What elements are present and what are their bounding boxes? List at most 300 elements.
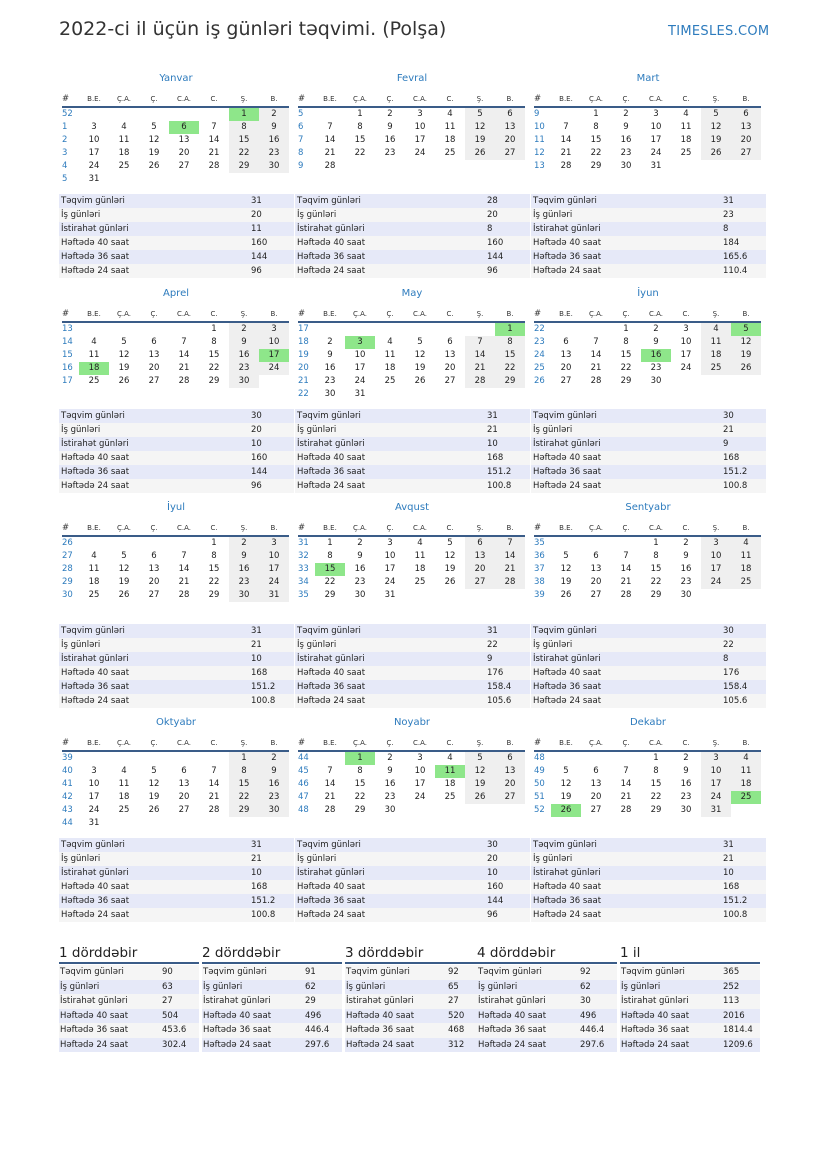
stats-row	[531, 194, 766, 208]
day-cell: 16	[384, 779, 396, 789]
day-cell: 30	[384, 805, 396, 815]
empty-cell	[79, 108, 109, 121]
stats-row	[531, 866, 766, 880]
stats-label: Həftədə 24 saat	[533, 266, 602, 276]
day-cell: 11	[118, 779, 130, 789]
period-title: 2 dörddəbir	[202, 944, 342, 964]
empty-cell	[495, 388, 525, 401]
stats-row	[295, 852, 530, 866]
stats-value: 30	[723, 411, 734, 421]
weekday-header: C.A.	[405, 521, 435, 537]
day-cell: 29	[324, 590, 336, 600]
empty-cell	[731, 589, 761, 602]
empty-cell	[701, 160, 731, 173]
day-cell: 12	[465, 121, 495, 134]
weekday-header: Ç.	[375, 307, 405, 323]
empty-cell	[139, 108, 169, 121]
week-number: 52	[62, 109, 73, 119]
day-cell: 2	[387, 753, 393, 763]
day-cell: 7	[181, 337, 187, 347]
day-cell: 18	[118, 148, 130, 158]
weekday-header: C.A.	[169, 521, 199, 537]
stats-value: 100.8	[487, 481, 512, 491]
day-cell: 9	[653, 337, 659, 347]
weekday-header: B.E.	[551, 92, 581, 108]
empty-cell	[701, 375, 731, 388]
day-cell: 7	[327, 766, 333, 776]
day-cell: 20	[590, 792, 602, 802]
day-cell: 6	[593, 766, 599, 776]
day-cell: 28	[465, 375, 495, 388]
day-cell: 28	[324, 161, 336, 171]
day-cell: 16	[354, 564, 366, 574]
day-cell: 30	[229, 589, 259, 602]
period-value: 302.4	[162, 1039, 187, 1050]
day-cell: 15	[315, 563, 345, 576]
day-cell: 8	[211, 551, 217, 561]
day-cell: 24	[88, 805, 100, 815]
day-cell: 15	[650, 779, 662, 789]
day-cell: 9	[229, 550, 259, 563]
empty-cell	[495, 160, 525, 173]
weekday-header: Ş.	[229, 736, 259, 752]
day-cell: 29	[620, 376, 632, 386]
stats-row	[295, 437, 530, 451]
period-value: 29	[305, 996, 316, 1006]
week-number: 44	[62, 818, 73, 828]
day-cell: 22	[324, 577, 336, 587]
day-cell: 7	[465, 336, 495, 349]
day-cell: 18	[384, 363, 396, 373]
month-stats	[295, 838, 530, 922]
stats-value: 21	[487, 425, 498, 435]
day-cell: 13	[590, 564, 602, 574]
week-number: 7	[298, 135, 304, 145]
empty-cell	[79, 537, 109, 550]
day-cell: 15	[229, 778, 259, 791]
empty-cell	[109, 537, 139, 550]
day-cell: 28	[208, 161, 220, 171]
stats-value: 31	[251, 626, 262, 636]
day-cell: 5	[563, 766, 569, 776]
stats-label: Həftədə 40 saat	[61, 453, 130, 463]
weekday-header: Ç.A.	[581, 307, 611, 323]
day-cell: 3	[683, 324, 689, 334]
day-cell: 29	[495, 375, 525, 388]
empty-cell	[315, 752, 345, 765]
day-cell: 24	[650, 148, 662, 158]
stats-row	[531, 624, 766, 638]
month-grid	[62, 521, 290, 602]
stats-row	[295, 908, 530, 922]
day-cell: 5	[465, 752, 495, 765]
week-number: 5	[298, 109, 304, 119]
day-cell: 23	[354, 577, 366, 587]
day-cell: 16	[620, 135, 632, 145]
day-cell: 25	[118, 161, 130, 171]
month-calendar	[534, 716, 762, 817]
day-cell: 31	[354, 389, 366, 399]
weekday-header: C.A.	[405, 736, 435, 752]
week-number: 9	[534, 109, 540, 119]
period-value: 520	[448, 1010, 465, 1021]
empty-cell	[551, 108, 581, 121]
day-cell: 17	[259, 563, 289, 576]
week-number: 50	[534, 779, 545, 789]
day-cell: 3	[417, 753, 423, 763]
week-number: 4	[62, 161, 68, 171]
month-grid	[534, 92, 762, 173]
stats-row	[59, 866, 294, 880]
brand-link[interactable]: TIMESLES.COM	[668, 24, 770, 39]
weekday-header: B.	[495, 521, 525, 537]
stats-row	[59, 894, 294, 908]
stats-row	[531, 908, 766, 922]
period-label: İş günləri	[621, 981, 661, 992]
period-label: Həftədə 36 saat	[60, 1025, 129, 1035]
month-grid	[534, 521, 762, 602]
period-value: 63	[162, 981, 173, 992]
stats-label: Həftədə 36 saat	[297, 682, 366, 692]
week-number: 21	[298, 376, 309, 386]
day-cell: 11	[88, 350, 100, 360]
month-name: Yanvar	[159, 73, 193, 84]
empty-cell	[405, 804, 435, 817]
stats-value: 10	[251, 439, 262, 449]
period-value: 90	[162, 967, 173, 977]
period-value: 92	[448, 967, 459, 977]
empty-cell	[169, 173, 199, 186]
stats-label: İş günləri	[61, 210, 101, 220]
stats-value: 151.2	[251, 682, 276, 692]
day-cell: 30	[620, 161, 632, 171]
stats-row	[295, 880, 530, 894]
week-number: 22	[298, 389, 309, 399]
day-cell: 12	[414, 350, 426, 360]
day-cell: 19	[465, 778, 495, 791]
empty-cell	[79, 323, 109, 336]
period-value: 65	[448, 981, 459, 992]
stats-value: 158.4	[723, 682, 748, 692]
day-cell: 5	[465, 108, 495, 121]
empty-cell	[109, 108, 139, 121]
stats-row	[531, 666, 766, 680]
stats-label: Həftədə 24 saat	[297, 696, 366, 706]
period-value: 1814.4	[723, 1025, 753, 1035]
weekday-header: C.	[671, 92, 701, 108]
stats-label: İstirahət günləri	[297, 439, 365, 449]
day-cell: 21	[620, 577, 632, 587]
stats-value: 160	[251, 238, 268, 248]
empty-cell	[495, 589, 525, 602]
weekday-header: #	[298, 521, 315, 537]
weekday-header: Ç.A.	[345, 92, 375, 108]
period-value: 446.4	[305, 1025, 330, 1035]
day-cell: 25	[118, 805, 130, 815]
weekday-header: C.	[199, 92, 229, 108]
day-cell: 31	[259, 589, 289, 602]
weekday-header: C.A.	[641, 307, 671, 323]
period-label: Həftədə 40 saat	[621, 1010, 690, 1021]
day-cell: 26	[414, 376, 426, 386]
weekday-header: Ç.	[375, 736, 405, 752]
stats-value: 96	[487, 910, 498, 920]
stats-row	[59, 236, 294, 250]
day-cell: 18	[680, 135, 692, 145]
empty-cell	[199, 173, 229, 186]
day-cell: 23	[259, 147, 289, 160]
weekday-header: C.A.	[169, 307, 199, 323]
stats-row	[295, 624, 530, 638]
month-grid	[62, 307, 290, 388]
day-cell: 17	[88, 148, 100, 158]
day-cell: 9	[623, 122, 629, 132]
day-cell: 1	[495, 323, 525, 336]
stats-value: 165.6	[723, 252, 748, 262]
stats-label: Təqvim günləri	[533, 411, 597, 421]
day-cell: 12	[731, 336, 761, 349]
day-cell: 11	[435, 765, 465, 778]
month-calendar	[298, 716, 526, 817]
day-cell: 6	[447, 337, 453, 347]
period-value: 496	[305, 1010, 322, 1021]
period-rows	[59, 965, 199, 1052]
weekday-header: Ç.A.	[109, 521, 139, 537]
day-cell: 13	[590, 779, 602, 789]
day-cell: 7	[563, 122, 569, 132]
day-cell: 17	[88, 792, 100, 802]
weekday-header: C.A.	[169, 736, 199, 752]
month-grid	[62, 736, 290, 830]
day-cell: 27	[178, 805, 190, 815]
day-cell: 17	[701, 778, 731, 791]
stats-label: Həftədə 40 saat	[533, 882, 602, 892]
week-number: 25	[534, 363, 545, 373]
day-cell: 7	[623, 551, 629, 561]
period-row	[202, 1009, 342, 1024]
stats-row	[295, 866, 530, 880]
day-cell: 26	[465, 791, 495, 804]
day-cell: 13	[731, 121, 761, 134]
empty-cell	[465, 160, 495, 173]
period-row	[59, 965, 199, 980]
empty-cell	[405, 388, 435, 401]
period-row	[202, 980, 342, 995]
period-value: 62	[580, 981, 591, 992]
week-number: 44	[298, 753, 309, 763]
day-cell: 8	[357, 122, 363, 132]
day-cell: 29	[229, 160, 259, 173]
weekday-header: Ş.	[701, 736, 731, 752]
stats-row	[295, 451, 530, 465]
day-cell: 2	[623, 109, 629, 119]
stats-label: İş günləri	[533, 425, 573, 435]
week-number: 17	[62, 376, 73, 386]
day-cell: 26	[560, 590, 572, 600]
weekday-header: Ş.	[229, 307, 259, 323]
day-cell: 15	[590, 135, 602, 145]
day-cell: 30	[680, 805, 692, 815]
empty-cell	[405, 323, 435, 336]
day-cell: 16	[384, 135, 396, 145]
stats-value: 8	[723, 654, 729, 664]
weekday-header: Ç.A.	[109, 92, 139, 108]
month-grid	[298, 92, 526, 173]
empty-cell	[199, 108, 229, 121]
day-cell: 28	[495, 576, 525, 589]
day-cell: 22	[208, 577, 220, 587]
stats-label: Təqvim günləri	[533, 196, 597, 206]
stats-label: İş günləri	[61, 425, 101, 435]
day-cell: 25	[384, 376, 396, 386]
stats-label: Həftədə 40 saat	[533, 668, 602, 678]
day-cell: 7	[327, 122, 333, 132]
stats-value: 31	[251, 840, 262, 850]
stats-row	[295, 194, 530, 208]
stats-row	[295, 423, 530, 437]
day-cell: 10	[701, 550, 731, 563]
day-cell: 6	[151, 551, 157, 561]
stats-row	[59, 680, 294, 694]
day-cell: 13	[178, 779, 190, 789]
day-cell: 12	[560, 779, 572, 789]
empty-cell	[375, 160, 405, 173]
weekday-header: Ş.	[465, 307, 495, 323]
day-cell: 14	[465, 349, 495, 362]
day-cell: 23	[324, 376, 336, 386]
month-calendar	[534, 287, 762, 388]
day-cell: 22	[354, 792, 366, 802]
stats-row	[531, 680, 766, 694]
week-number: 48	[534, 753, 545, 763]
week-number: 29	[62, 577, 73, 587]
day-cell: 12	[118, 564, 130, 574]
day-cell: 22	[620, 363, 632, 373]
month-name: Dekabr	[629, 717, 667, 728]
day-cell: 14	[590, 350, 602, 360]
period-label: İstirahət günləri	[621, 996, 689, 1006]
stats-label: İstirahət günləri	[61, 439, 129, 449]
day-cell: 19	[118, 363, 130, 373]
day-cell: 2	[259, 752, 289, 765]
week-number: 3	[62, 148, 68, 158]
period-rows	[345, 965, 485, 1052]
stats-label: Həftədə 40 saat	[297, 238, 366, 248]
weekday-header: Ş.	[701, 92, 731, 108]
stats-row	[59, 852, 294, 866]
weekday-header: B.E.	[551, 521, 581, 537]
period-row	[59, 1009, 199, 1024]
day-cell: 29	[208, 590, 220, 600]
day-cell: 24	[259, 576, 289, 589]
weekday-header: Ç.	[139, 521, 169, 537]
day-cell: 19	[444, 564, 456, 574]
day-cell: 4	[447, 753, 453, 763]
period-label: Həftədə 40 saat	[60, 1010, 129, 1021]
month-name: Mart	[636, 73, 660, 84]
stats-label: Təqvim günləri	[297, 196, 361, 206]
day-cell: 28	[178, 590, 190, 600]
week-number: 1	[62, 122, 68, 132]
period-label: Həftədə 24 saat	[203, 1039, 272, 1050]
day-cell: 30	[680, 590, 692, 600]
weekday-header: C.	[671, 736, 701, 752]
period-row	[477, 1038, 617, 1053]
day-cell: 24	[354, 376, 366, 386]
day-cell: 12	[148, 135, 160, 145]
day-cell: 2	[327, 337, 333, 347]
week-number: 12	[534, 148, 545, 158]
day-cell: 26	[465, 147, 495, 160]
day-cell: 16	[229, 563, 259, 576]
period-row	[202, 965, 342, 980]
empty-cell	[731, 804, 761, 817]
period-label: Həftədə 24 saat	[346, 1039, 415, 1050]
weekday-header: C.	[199, 307, 229, 323]
stats-label: Həftədə 24 saat	[533, 481, 602, 491]
day-cell: 9	[259, 765, 289, 778]
month-grid	[62, 92, 290, 186]
stats-value: 10	[723, 868, 734, 878]
weekday-header: Ç.A.	[581, 521, 611, 537]
stats-row	[295, 250, 530, 264]
stats-row	[59, 624, 294, 638]
day-cell: 26	[118, 590, 130, 600]
stats-label: İstirahət günləri	[533, 654, 601, 664]
stats-label: Həftədə 24 saat	[533, 696, 602, 706]
period-title: 1 dörddəbir	[59, 944, 199, 964]
day-cell: 10	[414, 766, 426, 776]
month-calendar	[62, 501, 290, 602]
stats-row	[59, 409, 294, 423]
stats-row	[59, 479, 294, 493]
weekday-header: Ş.	[229, 521, 259, 537]
day-cell: 6	[151, 337, 157, 347]
day-cell: 5	[563, 551, 569, 561]
day-cell: 6	[563, 337, 569, 347]
stats-value: 100.8	[723, 481, 748, 491]
month-name: May	[401, 288, 423, 299]
month-grid	[298, 521, 526, 602]
weekday-header: C.	[671, 307, 701, 323]
empty-cell	[229, 817, 259, 830]
day-cell: 19	[148, 148, 160, 158]
stats-value: 31	[487, 411, 498, 421]
day-cell: 17	[259, 349, 289, 362]
day-cell: 27	[148, 376, 160, 386]
day-cell: 2	[653, 324, 659, 334]
stats-row	[295, 236, 530, 250]
empty-cell	[375, 323, 405, 336]
month-name: İyun	[637, 288, 659, 299]
day-cell: 2	[229, 323, 259, 336]
empty-cell	[109, 323, 139, 336]
weekday-header: Ç.	[375, 521, 405, 537]
weekday-header: B.	[259, 307, 289, 323]
weekday-header: C.	[199, 736, 229, 752]
period-value: 297.6	[580, 1039, 605, 1050]
weekday-header: Ç.	[611, 736, 641, 752]
day-cell: 1	[357, 109, 363, 119]
empty-cell	[345, 160, 375, 173]
period-summary	[345, 944, 485, 1052]
month-calendar	[534, 501, 762, 602]
weekday-header: Ç.	[611, 307, 641, 323]
stats-row	[295, 465, 530, 479]
month-calendar	[62, 287, 290, 388]
day-cell: 26	[444, 577, 456, 587]
period-row	[59, 1023, 199, 1038]
